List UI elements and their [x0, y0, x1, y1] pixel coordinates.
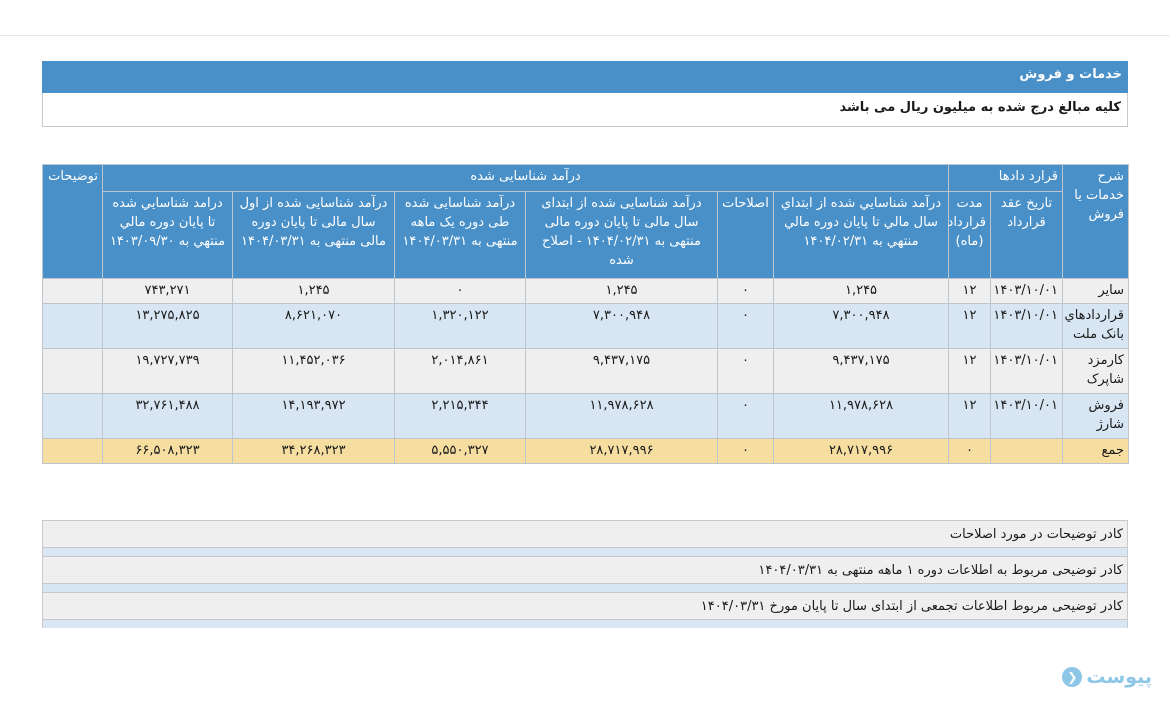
- cumulative-note-box: کادر توضیحی مربوط اطلاعات تجمعی از ابتدای سال تا پایان مورخ ۱۴۰۴/۰۳/۳۱: [42, 592, 1128, 620]
- header-notes: توضیحات: [43, 165, 103, 279]
- header-contracts-group: قرارد دادها: [949, 165, 1063, 192]
- table-row: [43, 304, 1129, 349]
- row-service: سایر: [1063, 279, 1129, 304]
- revenue-table: [42, 164, 1129, 464]
- total-label: جمع: [1063, 439, 1129, 464]
- total-prev: ۲۸,۷۱۷,۹۹۶: [774, 439, 949, 464]
- row-date: ۱۴۰۳/۱۰/۰۱: [991, 279, 1063, 304]
- table-row: [43, 279, 1129, 304]
- row-corr: ۰: [718, 304, 774, 349]
- codal-logo-icon: ❮: [1062, 667, 1082, 687]
- logo-wordmark: پیوست: [1086, 666, 1152, 688]
- row-notes: [43, 304, 103, 349]
- top-divider: [0, 35, 1170, 36]
- header-service: شرح خدمات یا فروش: [1063, 165, 1129, 279]
- row-month: ۲,۰۱۴,۸۶۱: [395, 349, 526, 394]
- row-date: ۱۴۰۳/۱۰/۰۱: [991, 304, 1063, 349]
- note-spacer: [42, 620, 1128, 628]
- row-corrected: ۹,۴۳۷,۱۷۵: [526, 349, 718, 394]
- total-notes: [43, 439, 103, 464]
- row-prev: ۱۱,۹۷۸,۶۲۸: [774, 394, 949, 439]
- header-recognized-group: درآمد شناسایی شده: [103, 165, 949, 192]
- header-contract-months: مدت قرارداد (ماه): [949, 192, 991, 279]
- total-month: ۵,۵۵۰,۳۲۷: [395, 439, 526, 464]
- row-prev-year: ۳۲,۷۶۱,۴۸۸: [103, 394, 233, 439]
- row-notes: [43, 279, 103, 304]
- row-months: ۱۲: [949, 349, 991, 394]
- header-contract-date: تاریخ عقد قرارداد: [991, 192, 1063, 279]
- row-prev: ۹,۴۳۷,۱۷۵: [774, 349, 949, 394]
- row-corrected: ۷,۳۰۰,۹۴۸: [526, 304, 718, 349]
- table-row: [43, 394, 1129, 439]
- row-notes: [43, 349, 103, 394]
- row-date: ۱۴۰۳/۱۰/۰۱: [991, 349, 1063, 394]
- total-months: ۰: [949, 439, 991, 464]
- row-service: فروش شارژ: [1063, 394, 1129, 439]
- total-ytd: ۳۴,۲۶۸,۳۲۳: [233, 439, 395, 464]
- header-rec-prev-year: درامد شناسايي شده تا پايان دوره مالي منتهي به ۱۴۰۳/۰۹/۳۰: [103, 192, 233, 279]
- total-corrected: ۲۸,۷۱۷,۹۹۶: [526, 439, 718, 464]
- row-month: ۰: [395, 279, 526, 304]
- header-rec-ytd: درآمد شناسایی شده از اول سال مالی تا پایان دوره مالی منتهی به ۱۴۰۴/۰۳/۳۱: [233, 192, 395, 279]
- row-notes: [43, 394, 103, 439]
- total-corr: ۰: [718, 439, 774, 464]
- monthly-note-box: کادر توضیحی مربوط به اطلاعات دوره ۱ ماهه منتهی به ۱۴۰۴/۰۳/۳۱: [42, 556, 1128, 584]
- notes-section: [42, 520, 1128, 628]
- header-rec-start-corrected: درآمد شناسایی شده از ابتدای سال مالی تا پایان دوره مالی منتهی به ۱۴۰۴/۰۲/۳۱ - اصلاح شده: [526, 192, 718, 279]
- row-prev-year: ۱۹,۷۲۷,۷۳۹: [103, 349, 233, 394]
- section-title: خدمات و فروش: [42, 61, 1128, 93]
- row-corr: ۰: [718, 349, 774, 394]
- note-spacer: [42, 584, 1128, 592]
- row-prev-year: ۱۳,۲۷۵,۸۲۵: [103, 304, 233, 349]
- row-ytd: ۸,۶۲۱,۰۷۰: [233, 304, 395, 349]
- row-prev-year: ۷۴۳,۲۷۱: [103, 279, 233, 304]
- row-ytd: ۱۱,۴۵۲,۰۳۶: [233, 349, 395, 394]
- site-logo[interactable]: [1032, 666, 1152, 688]
- header-corrections: اصلاحات: [718, 192, 774, 279]
- row-corr: ۰: [718, 279, 774, 304]
- row-date: ۱۴۰۳/۱۰/۰۱: [991, 394, 1063, 439]
- row-months: ۱۲: [949, 304, 991, 349]
- amount-unit-note: کلیه مبالغ درج شده به میلیون ریال می باشد: [42, 93, 1128, 127]
- row-prev: ۱,۲۴۵: [774, 279, 949, 304]
- row-corrected: ۱,۲۴۵: [526, 279, 718, 304]
- row-service: قراردادهاي بانک ملت: [1063, 304, 1129, 349]
- header-rec-start-prev: درآمد شناسايي شده از ابتداي سال مالي تا پايان دوره مالي منتهي به ۱۴۰۴/۰۲/۳۱: [774, 192, 949, 279]
- row-corr: ۰: [718, 394, 774, 439]
- total-row: [43, 439, 1129, 464]
- corrections-note-box: کادر توضیحات در مورد اصلاحات: [42, 520, 1128, 548]
- row-months: ۱۲: [949, 394, 991, 439]
- note-spacer: [42, 548, 1128, 556]
- row-ytd: ۱,۲۴۵: [233, 279, 395, 304]
- row-corrected: ۱۱,۹۷۸,۶۲۸: [526, 394, 718, 439]
- row-service: کارمزد شاپرک: [1063, 349, 1129, 394]
- table-row: [43, 349, 1129, 394]
- row-months: ۱۲: [949, 279, 991, 304]
- header-rec-one-month: درآمد شناسایی شده طی دوره یک ماهه منتهی به ۱۴۰۴/۰۳/۳۱: [395, 192, 526, 279]
- total-date: [991, 439, 1063, 464]
- row-month: ۲,۲۱۵,۳۴۴: [395, 394, 526, 439]
- row-month: ۱,۳۲۰,۱۲۲: [395, 304, 526, 349]
- row-ytd: ۱۴,۱۹۳,۹۷۲: [233, 394, 395, 439]
- row-prev: ۷,۳۰۰,۹۴۸: [774, 304, 949, 349]
- total-prev-year: ۶۶,۵۰۸,۳۲۳: [103, 439, 233, 464]
